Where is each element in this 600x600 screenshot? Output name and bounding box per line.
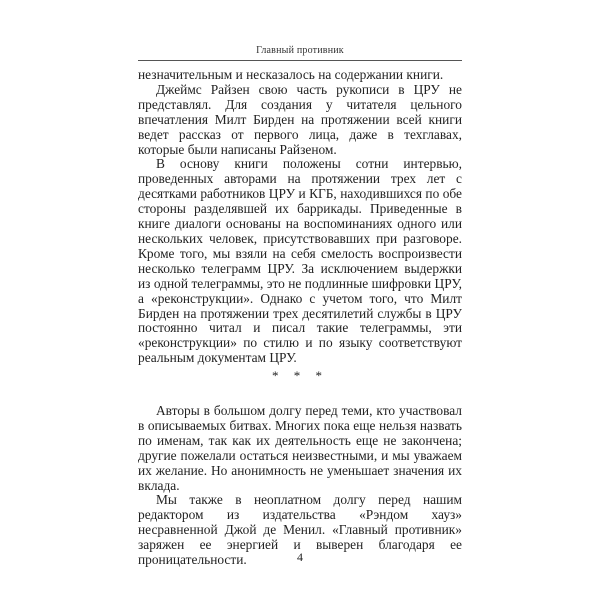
header-rule bbox=[138, 60, 462, 61]
page-number: 4 bbox=[297, 550, 303, 564]
paragraph-continued: незначительным и несказалось на содержании книги. bbox=[138, 67, 444, 82]
main-text-block bbox=[138, 68, 462, 366]
paragraph-interviews: В основу книги положены сотни интервью, проведенных авторами на протяжении трех лет с десятками работников ЦРУ и КГБ, находившихся по обе стороны разделявшей их баррикады. Приведенные в книге диалоги основаны на воспоминаниях одного или нескольких человек, присутствовавших при разговоре. Кроме того, мы взяли на себя смелость воспроизвести несколько телеграмм ЦРУ. За исключением выдержки из одной телеграммы, это не подлинные шифровки ЦРУ, а «реконструкции». Однако с учетом того, что Милт Бирден на протяжении трех десятилетий службы в ЦРУ постоянно читал и писал такие телеграммы, эти «реконструкции» по стилю и по языку соответствуют реальным документам ЦРУ. bbox=[138, 156, 462, 366]
acknowledgements-block bbox=[138, 404, 462, 568]
running-header: Главный противник bbox=[256, 45, 344, 56]
paragraph-editor: Мы также в неоплатном долгу перед нашим редактором из издательства «Рэндом хауз» несравненной Джой де Менил. «Главный противник» заряжен ее энергией и выверен благодаря ее проницательности. bbox=[138, 492, 462, 568]
section-separator: * * * bbox=[272, 368, 328, 383]
paragraph-debt: Авторы в большом долгу перед теми, кто участвовал в описываемых битвах. Многих пока еще нельзя назвать по именам, так как их деятельность еще не закончена; другие пожелали остаться неизвестными, и мы уважаем их желание. Но анонимность не уменьшает значения их вклада. bbox=[138, 403, 462, 493]
paragraph-rizen: Джеймс Райзен свою часть рукописи в ЦРУ не представлял. Для создания у читателя цельного впечатления Милт Бирден на протяжении всей книги ведет рассказ от первого лица, даже в техглавах, которые были написаны Райзеном. bbox=[138, 81, 462, 157]
